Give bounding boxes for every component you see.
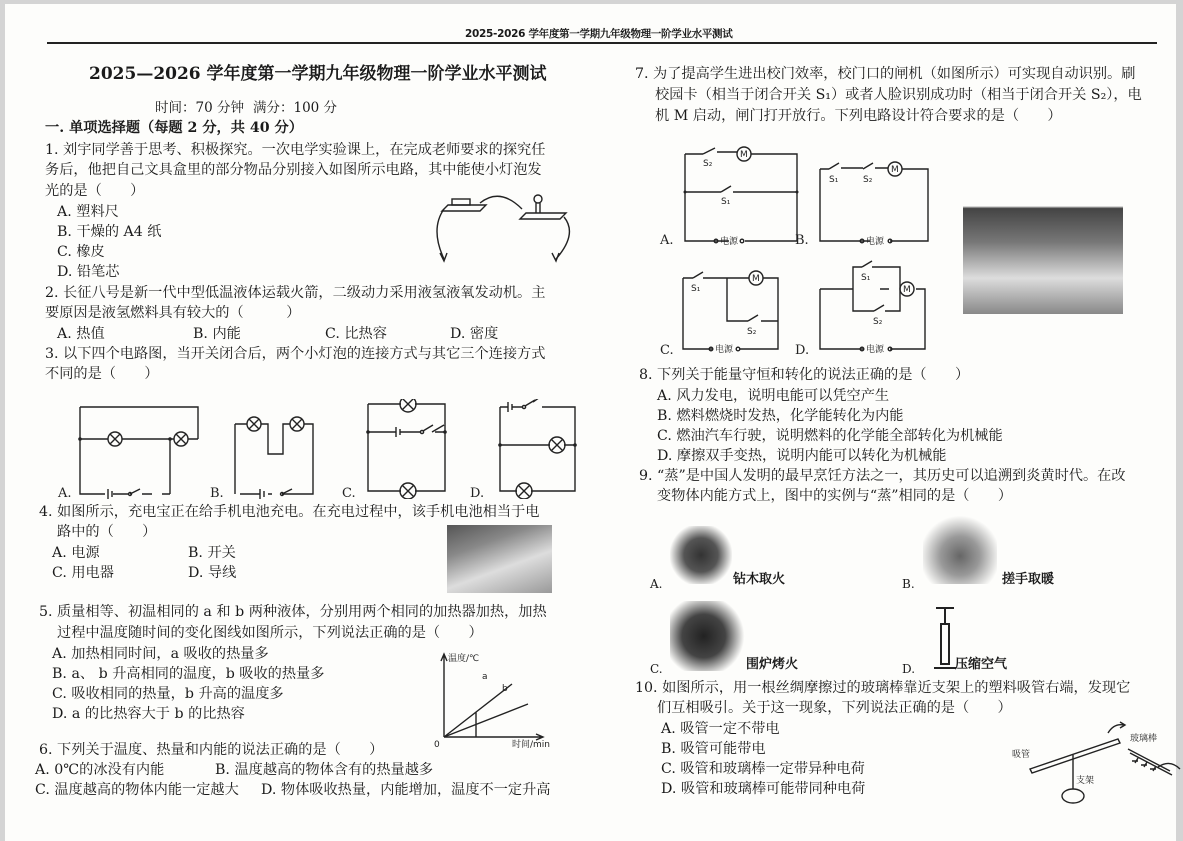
svg-text:S₂: S₂ (863, 175, 873, 185)
q9-option-d-caption: 压缩空气 (955, 657, 1008, 672)
q5-line: 过程中温度随时间的变化图线如图所示，下列说法正确的是（ ） (57, 625, 483, 641)
q7-gate-photo (963, 194, 1123, 314)
q2-line: 要原因是液氢燃料具有较大的（ ） (45, 305, 301, 321)
q1-line: 1. 刘宇同学善于思考、积极探究。一次电学实验课上，在完成老师要求的探究任 (45, 142, 546, 158)
q8-option-d: D. 摩擦双手变热，说明内能可以转化为机械能 (657, 448, 947, 464)
q4-option-a: A. 电源 (52, 545, 100, 561)
q9-option-a-caption: 钻木取火 (733, 572, 786, 587)
svg-text:S₁: S₁ (691, 284, 701, 294)
svg-text:S₁: S₁ (721, 197, 731, 207)
q2-option-b: B. 内能 (193, 326, 241, 342)
svg-text:0: 0 (434, 740, 440, 749)
q1-option-d: D. 铅笔芯 (57, 264, 120, 280)
svg-text:吸管: 吸管 (1012, 750, 1031, 760)
q3-circuit-d (498, 399, 577, 499)
q10-line: 10. 如图所示，用一根丝绸摩擦过的玻璃棒靠近支架上的塑料吸管右端，发现它 (635, 680, 1131, 696)
svg-text:S₂: S₂ (703, 159, 713, 169)
q9-option-c-image (670, 601, 745, 671)
q9-line: 9. “蒸”是中国人发明的最早烹饪方法之一，其历史可以追溯到炎黄时代。在改 (639, 468, 1126, 484)
q10-option-b: B. 吸管可能带电 (661, 741, 766, 757)
exam-score: 满分：100 分 (253, 100, 338, 116)
q9-option-b-image (923, 514, 997, 584)
q1-line: 务后，他把自己文具盒里的部分物品分别接入如图所示电路，其中能使小灯泡发 (45, 162, 542, 178)
q1-option-c: C. 橡皮 (57, 244, 105, 260)
q1-circuit-figure (430, 189, 580, 274)
q3-circuit-a (78, 407, 198, 499)
q7-circuit-a (684, 147, 799, 247)
q4-option-b: B. 开关 (188, 545, 236, 561)
svg-text:电源: 电源 (720, 237, 739, 247)
svg-text:支架: 支架 (1076, 776, 1095, 786)
q8-line: 8. 下列关于能量守恒和转化的说法正确的是（ ） (639, 367, 970, 383)
q3-circuit-diagrams (50, 399, 595, 499)
q6-line: 6. 下列关于温度、热量和内能的说法正确的是（ ） (39, 742, 384, 758)
svg-text:M: M (740, 150, 748, 160)
q8-option-c: C. 燃油汽车行驶，说明燃料的化学能全部转化为机械能 (657, 428, 1003, 444)
q4-line: 路中的（ ） (57, 524, 157, 540)
svg-text:S₁: S₁ (829, 175, 839, 185)
svg-text:M: M (891, 165, 899, 175)
q10-option-d: D. 吸管和玻璃棒可能带同种电荷 (661, 781, 866, 797)
svg-text:M: M (752, 274, 760, 284)
q2-option-a: A. 热值 (57, 326, 105, 342)
q8-option-a: A. 风力发电，说明电能可以凭空产生 (657, 388, 890, 404)
q2-line: 2. 长征八号是新一代中型低温液体运载火箭，二级动力采用液氢液氧发动机。主 (45, 285, 546, 301)
q9-option-b-label: B. (902, 577, 915, 591)
q10-option-a: A. 吸管一定不带电 (661, 721, 780, 737)
q8-option-b: B. 燃料燃烧时发热，化学能转化为内能 (657, 408, 904, 424)
q9-option-d-label: D. (902, 662, 916, 676)
q9-option-b-caption: 搓手取暖 (1002, 572, 1055, 587)
q2-option-c: C. 比热容 (325, 326, 387, 342)
svg-text:时间/min: 时间/min (512, 740, 551, 749)
q6-option-b: B. 温度越高的物体含有的热量越多 (215, 762, 434, 778)
q7-circuit-diagrams (645, 144, 945, 364)
q4-option-d: D. 导线 (188, 565, 237, 581)
svg-text:A.: A. (660, 233, 674, 248)
svg-text:B.: B. (210, 486, 224, 499)
q5-temperature-graph (430, 649, 570, 749)
svg-text:M: M (903, 285, 911, 295)
q9-option-a-image (670, 526, 732, 584)
q7-circuit-d (820, 261, 925, 355)
q6-option-c: C. 温度越高的物体内能一定越大 (35, 782, 239, 798)
svg-text:b: b (502, 684, 508, 694)
section-heading: 一. 单项选择题（每题 2 分，共 40 分） (45, 120, 303, 136)
svg-text:玻璃棒: 玻璃棒 (1130, 734, 1158, 744)
q7-circuit-c (683, 271, 778, 355)
q3-circuit-c (366, 399, 447, 499)
svg-text:C.: C. (342, 486, 356, 499)
svg-text:D.: D. (795, 343, 810, 358)
q4-option-c: C. 用电器 (52, 565, 114, 581)
svg-text:电源: 电源 (866, 237, 885, 247)
q1-option-a: A. 塑料尺 (57, 204, 119, 220)
svg-text:温度/℃: 温度/℃ (448, 654, 480, 664)
header-rule (47, 42, 1157, 44)
svg-text:A.: A. (58, 486, 72, 499)
exam-page (5, 4, 1176, 841)
q3-line: 不同的是（ ） (45, 366, 159, 382)
q1-option-b: B. 干燥的 A4 纸 (57, 224, 162, 240)
q5-option-a: A. 加热相同时间，a 吸收的热量多 (52, 646, 269, 662)
q3-line: 3. 以下四个电路图，当开关闭合后，两个小灯泡的连接方式与其它三个连接方式 (45, 346, 546, 362)
q7-line: 校园卡（相当于闭合开关 S₁）或者人脸识别成功时（相当于闭合开关 S₂），电 (655, 87, 1142, 103)
exam-time: 时间：70 分钟 (155, 100, 244, 116)
svg-text:电源: 电源 (866, 345, 885, 355)
q6-option-a: A. 0℃的冰没有内能 (35, 762, 165, 778)
running-header: 2025-2026 学年度第一学期九年级物理一阶学业水平测试 (465, 28, 733, 40)
svg-text:S₂: S₂ (873, 317, 883, 327)
q9-option-c-caption: 围炉烤火 (746, 657, 799, 672)
q2-option-d: D. 密度 (450, 326, 499, 342)
svg-text:D.: D. (470, 486, 485, 499)
q9-option-c-label: C. (650, 662, 663, 676)
q7-line: 机 M 启动，闸门打开放行。下列电路设计符合要求的是（ ） (655, 108, 1062, 124)
q7-line: 7. 为了提高学生进出校门效率，校门口的闸机（如图所示）可实现自动识别。刷 (635, 66, 1136, 82)
svg-text:S₁: S₁ (861, 273, 871, 283)
q9-line: 变物体内能方式上，图中的实例与“蒸”相同的是（ ） (657, 488, 1013, 504)
q10-option-c: C. 吸管和玻璃棒一定带异种电荷 (661, 761, 865, 777)
svg-text:电源: 电源 (715, 345, 734, 355)
q4-line: 4. 如图所示，充电宝正在给手机电池充电。在充电过程中，该手机电池相当于电 (39, 504, 540, 520)
q9-option-a-label: A. (650, 577, 663, 591)
q5-line: 5. 质量相等、初温相同的 a 和 b 两种液体，分别用两个相同的加热器加热，加热 (39, 604, 547, 620)
q3-circuit-b (235, 417, 313, 499)
q4-powerbank-photo (447, 525, 552, 593)
q10-straw-figure (1010, 719, 1183, 809)
q5-option-b: B. a、 b 升高相同的温度，b 吸收的热量多 (52, 666, 325, 682)
q7-circuit-b (820, 162, 928, 247)
q5-option-c: C. 吸收相同的热量，b 升高的温度多 (52, 686, 284, 702)
svg-text:a: a (482, 672, 488, 682)
svg-text:B.: B. (795, 233, 809, 248)
svg-text:S₂: S₂ (747, 327, 757, 337)
q1-line: 光的是（ ） (45, 183, 145, 199)
exam-title: 2025—2026 学年度第一学期九年级物理一阶学业水平测试 (89, 64, 547, 84)
q5-option-d: D. a 的比热容大于 b 的比热容 (52, 706, 245, 722)
q10-line: 们互相吸引。关于这一现象，下列说法正确的是（ ） (657, 700, 1012, 716)
q6-option-d: D. 物体吸收热量，内能增加，温度不一定升高 (261, 782, 551, 798)
svg-text:C.: C. (660, 343, 674, 358)
